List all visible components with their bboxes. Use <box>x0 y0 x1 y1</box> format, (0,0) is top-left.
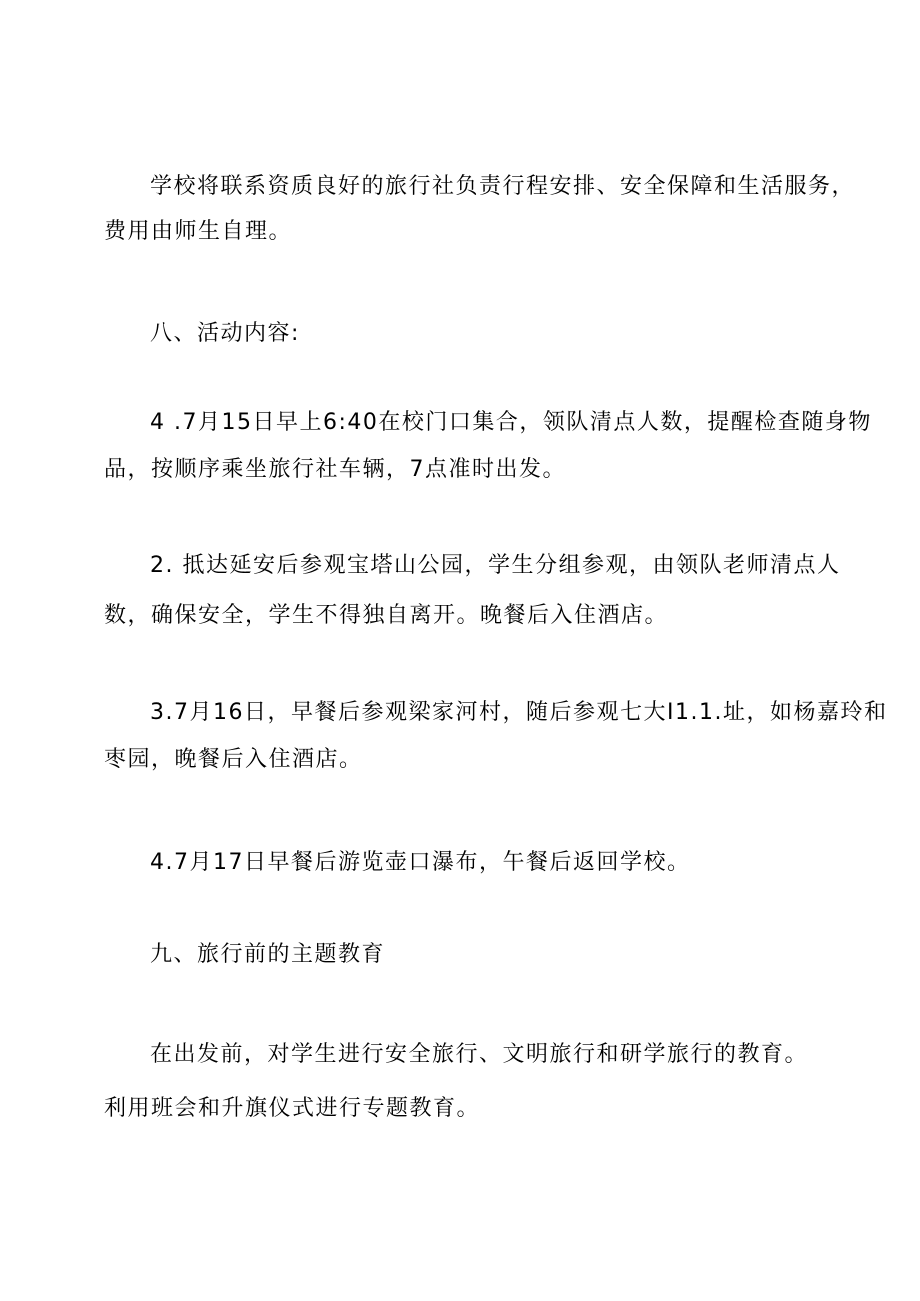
text-line: 费用由师生自理。 <box>104 219 293 244</box>
text-line: 枣园，晚餐后入住酒店。 <box>104 747 363 772</box>
text-line: 品，按顺序乘坐旅行社车辆，7点准时出发。 <box>104 457 566 482</box>
section-heading-theme-education: 九、旅行前的主题教育 <box>150 942 386 967</box>
text-line: 3.7月16日，早餐后参观梁家河村，随后参观七大I1.1.址，如杨嘉玲和 <box>150 700 888 725</box>
section-heading-activities: 八、活动内容: <box>150 321 300 346</box>
text-line: 在出发前，对学生进行安全旅行、文明旅行和研学旅行的教育。 <box>150 1042 809 1067</box>
paragraph-item-4: 4.7月17日早餐后游览壶口瀑布，午餐后返回学校。 <box>150 850 691 875</box>
text-line: 2. 抵达延安后参观宝塔山公园，学生分组参观，由领队老师清点人 <box>150 553 841 578</box>
text-line: 学校将联系资质良好的旅行社负责行程安排、安全保障和生活服务， <box>150 174 856 199</box>
text-line: 4 .7月15日早上6:40在校门口集合，领队清点人数，提醒检查随身物 <box>150 410 872 435</box>
text-line: 利用班会和升旗仪式进行专题教育。 <box>104 1096 481 1121</box>
text-line: 数，确保安全，学生不得独自离开。晚餐后入住酒店。 <box>104 603 669 628</box>
